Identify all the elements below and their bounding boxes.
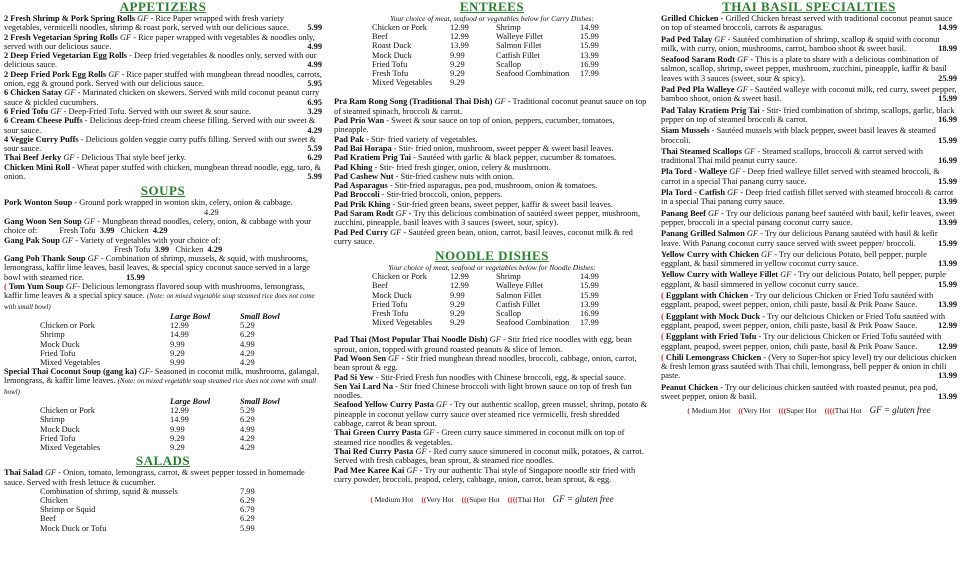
tom-yum-table: Large Bowl Small Bowl Chicken or Pork 12.99 5.29 Shrimp 14.99 6.29 Mock Duck 9.99 4.99 Fried Tofu 9.29 4.29 Mixed Vegetables 9.99 4.29 <box>40 311 280 367</box>
item-name: Pad Pak <box>334 134 365 144</box>
menu-item <box>661 353 957 381</box>
item-desc: - Stir-fried asparagus, pea pod, mushroom, onion & tomatoes. <box>389 181 598 191</box>
item-name: Yellow Curry with Chicken <box>661 249 759 259</box>
gf-tag: GF <box>436 400 448 410</box>
item-desc: - Steamed scallops, broccoli & carrot served with traditional Thai mild peanut curry sauce. <box>661 146 923 166</box>
menu-item <box>661 85 957 104</box>
price-row: Mock Duck or Tofu 5.99 <box>40 523 255 533</box>
item-name: 2 Deep Fried Vegetarian Egg Rolls <box>4 51 128 61</box>
item-desc: - Deep-Fried Tofu. Served with our sweet & sour sauce. <box>63 106 251 116</box>
item-price: 13.99 <box>938 259 957 269</box>
item-name: Pad Broccoli <box>334 190 380 200</box>
noodles-list <box>334 335 650 484</box>
choice-row: Roast Duck 13.99 Salmon Fillet 15.99 <box>372 41 599 51</box>
item-name: Pad Mee Karee Kai <box>334 465 405 475</box>
menu-item <box>334 335 650 354</box>
item-desc: - Red curry sauce simmered in coconut milk, potatoes, & carrot. Served with fresh cabbages, bean sprout, & steamed rice noodles. <box>334 446 644 466</box>
item-name: Pad Woon Sen <box>334 353 386 363</box>
choice-row: Beef 12.99 Walleye Fillet 15.99 <box>372 32 599 42</box>
item-name: Pad Si Yew <box>334 372 374 382</box>
column-right <box>661 0 957 580</box>
choice-row: Mixed Vegetables 9.29 <box>372 78 465 88</box>
menu-item <box>4 116 322 135</box>
item-desc: - Sautéed with garlic & black pepper, cucumber & tomatoes. <box>413 153 617 163</box>
item-name: Pad Khing <box>334 162 373 172</box>
legend-super: (((Super Hot <box>778 405 817 415</box>
item-desc: - Rice Paper wrapped with fresh variety vegetables, vermicelli noodles, shrimp & roast pork, served with our delicious sauce. <box>4 14 289 33</box>
choice-row: Beef 12.99 Walleye Fillet 15.99 <box>372 281 599 291</box>
menu-item <box>334 228 650 247</box>
menu-item <box>4 51 322 70</box>
price-row: Beef 6.29 <box>40 514 255 524</box>
item-price: 4.99 <box>307 60 322 70</box>
menu-item <box>661 312 957 331</box>
item-price: 13.99 <box>938 391 957 401</box>
gf-tag: GF <box>761 249 773 259</box>
basil-title: THAI BASIL SPECIALTIES <box>722 0 896 14</box>
menu-item <box>334 135 650 144</box>
gf-tag: GF <box>423 428 435 438</box>
item-name: Thai Beef Jerky <box>4 153 62 163</box>
item-desc: - Rice paper wrapped with vegetables & noodles only, served with our delicious sauce. <box>4 32 315 51</box>
pepper-icon: ( <box>661 332 664 342</box>
item-desc: - Stir- fried onion, mushroom, sweet pepper & sweet basil leaves. <box>393 143 614 153</box>
gf-tag: GF <box>780 270 792 280</box>
item-price: 12.99 <box>938 341 957 351</box>
soups-title: SOUPS <box>140 183 186 199</box>
item-price: 14.99 <box>938 23 957 33</box>
item-name: Thai Steamed Scallops <box>661 146 742 156</box>
item-price: 13.99 <box>938 197 957 207</box>
item-desc: - Marinated chicken on skewers. Served with mild coconut peanut curry sauce & pickled cucumbers. <box>4 88 320 107</box>
item-name: 2 Deep Fried Pork Egg Rolls <box>4 69 107 79</box>
item-name: Pla Tord - Walleye <box>661 167 728 177</box>
menu-item <box>661 167 957 186</box>
item-name: Panang Grilled Salmon <box>661 229 745 239</box>
menu-item <box>661 35 957 54</box>
item-name: Pad Saram Rodt <box>334 208 394 218</box>
menu-item <box>4 153 322 162</box>
gf-tag: GF <box>744 146 756 156</box>
item-name: Siam Mussels <box>661 126 710 136</box>
item-desc: - (Very to Super-hot spicy level) try our delicious chicken & fresh lemon grass sautéed with Thai chili, lemongrass, bell pepper & onion in chili paste. <box>661 352 957 381</box>
item-name: Pad Kratiem Prig Tai <box>334 153 411 163</box>
item-desc: - Delicious Thai style beef jerky. <box>76 153 187 163</box>
item-price: 6.95 <box>307 97 322 107</box>
gf-tag: GF <box>390 227 402 237</box>
item-price: 3.29 <box>307 106 322 116</box>
menu-item <box>334 181 650 190</box>
legend-very: ((Very Hot <box>421 494 454 504</box>
entrees-note: Your choice of meat, seafood or vegetables below for Curry Dishes: <box>390 14 594 23</box>
menu-item <box>661 291 957 310</box>
item-desc: - Stir fried Chinese broccoli with light brown sauce on top of fresh fun noodles. <box>334 381 632 401</box>
item-price: 5.59 <box>307 144 322 154</box>
item-name: Yellow Curry with Walleye Fillet <box>661 270 779 280</box>
menu-item <box>661 126 957 145</box>
item-name: Pla Tord - Catfish <box>661 188 725 198</box>
gf-tag: GF <box>714 34 726 44</box>
menu-item <box>334 428 650 447</box>
item-desc: - Sautéed walleye with coconut milk, red curry, sweet pepper, bamboo shoot, onion & sweet basil. <box>661 85 957 104</box>
price-row: Shrimp 14.99 6.29 <box>40 330 255 340</box>
menu-item <box>334 97 650 116</box>
gf-tag: GF <box>708 208 720 218</box>
gf-tag: GF <box>406 465 418 475</box>
item-desc: - Try our authentic Thai style of Singapore noodle stir fried with curry powder, broccoli, peapod, celery, cabbage, onion, carrot, bean sprout, & egg. <box>334 465 636 484</box>
gf-tag: GF <box>63 153 75 163</box>
legend <box>334 494 650 504</box>
gf-tag: GF <box>119 32 132 42</box>
menu-item <box>334 466 650 485</box>
item-desc: - Sautéed green bean, onion, carrot, basil leaves, coconut milk & red curry sauce. <box>334 227 633 246</box>
item-desc: - Sautéed mussels with black pepper, sweet basil leaves & steamed broccoli. <box>661 126 936 145</box>
menu-item <box>334 144 650 153</box>
item-desc: - Try our delicious Potato, bell pepper, purple eggplant, & basil simmered in yellow coconut curry sauce. <box>661 249 927 269</box>
item-price: 13.99 <box>938 371 957 381</box>
item-name: Seafood Saram Rodt <box>661 55 735 65</box>
item-desc: - Try our delicious chicken sautéed with roasted peanut, pea pod, sweet pepper, onion & basil. <box>661 382 938 401</box>
item-name: Thai Green Curry Pasta <box>334 428 422 438</box>
menu-item <box>334 354 650 373</box>
menu-item <box>661 188 957 207</box>
gf-tag: GF <box>737 55 749 65</box>
menu-item <box>661 14 957 33</box>
entrees-title: ENTREES <box>459 0 525 14</box>
item-desc: - Stir-Fried Fresh fun noodles with Chinese broccoli, egg, & special sauce. <box>375 372 626 382</box>
item-desc: - Stir fried mungbean thread noodles, broccoli, cabbage, onion, carrot, bean sprout & egg. <box>334 353 637 373</box>
gf-tag: GF <box>489 335 501 345</box>
item-desc: - Rice paper stuffed with mungbean thread noodles, carrots, onion, egg & ground pork. Served with our delicious sauce. <box>4 69 322 89</box>
choice-row: Mock Duck 9.99 Catfish Fillet 13.99 <box>372 50 599 60</box>
item-desc: - Wheat paper stuffed with chicken, mungbean thread noodle, egg, taro, & onion. <box>4 162 321 182</box>
legend-very: ((Very Hot <box>738 405 771 415</box>
menu-item <box>334 190 650 199</box>
choice-row: Chicken or Pork 12.99 Shrimp 14.99 <box>372 272 599 282</box>
item-desc: - Deep fried catfish fillet served with steamed broccoli & carrot in a special Thai panang curry sauce. <box>661 188 954 207</box>
item-desc: - Delicious deep-fried cream cheese filling. Served with our sweet & sour sauce. <box>4 116 316 135</box>
item-price: 5.95 <box>307 79 322 89</box>
item-name: Pra Ram Rong Song (Traditional Thai Dish) <box>334 97 493 107</box>
item-name: 6 Chicken Satay <box>4 88 63 98</box>
item-name: Grilled Chicken <box>661 14 719 23</box>
noodles-note: Your choice of meat, seafood or vegetables below for Noodle Dishes: <box>388 263 596 273</box>
item-price: 15.99 <box>938 94 957 104</box>
legend-thai: ((((Thai Hot <box>824 405 862 415</box>
item-desc: - Stir- fried variety of vegetables. <box>366 134 478 144</box>
menu-item <box>334 116 650 135</box>
choice-row: Mixed Vegetables 9.29 Seafood Combination 17.99 <box>372 318 599 328</box>
soup-item: Pork Wonton Soup - Ground pork wrapped in wonton skin, celery, onion & cabbage. 4.29 <box>4 198 293 217</box>
menu-item <box>334 373 650 382</box>
menu-item <box>661 332 957 351</box>
item-name: Seafood Yellow Curry Pasta <box>334 400 434 410</box>
basil-list <box>661 14 957 401</box>
item-desc: - Try our authentic scallop, green mussel, shrimp, potato & pineapple in coconut yellow curry sauce over steamed rice vermicelli, fresh shredded cabbage, carrot & bean sprout. <box>334 400 648 429</box>
item-desc: - Try our delicious Chicken or Fried Tofu sautéed with eggplant, peapod, sweet pepper, onion, chili paste, basil & Prik Poaw Sauce. <box>661 311 946 330</box>
item-price: 12.99 <box>938 320 957 330</box>
item-price: 13.99 <box>938 300 957 310</box>
item-price: 4.99 <box>307 41 322 51</box>
soup-item: Special Thai Coconut Soup (gang ka) GF- Seasoned in coconut milk, mushrooms, galangal, lemongrass, & kaffir lime leaves. (Note: on mixed vegetable soup steamed rice does not come with small bowl) <box>4 367 320 396</box>
item-desc: - Stir- fried combination of shrimp, scallops, garlic, black pepper on top of steamed broccoli & carrot. <box>661 105 955 124</box>
price-row: Mock Duck 9.99 4.99 <box>40 339 255 349</box>
item-name: Eggplant with Mock Duck <box>665 311 761 321</box>
menu-item <box>4 88 322 107</box>
item-price: 16.99 <box>938 114 957 124</box>
item-desc: - Sweet & sour sauce on top of onion, peppers, cucumber, tomatoes, pineapple. <box>334 116 615 135</box>
legend-thai: ((((Thai Hot <box>507 494 545 504</box>
choice-row: Fresh Tofu 9.29 Seafood Combination 17.99 <box>372 69 599 79</box>
item-name: Sen Yai Lard Na <box>334 381 394 391</box>
entrees-choice-table <box>372 23 599 87</box>
entrees-list <box>334 97 650 246</box>
column-left <box>4 0 322 580</box>
item-name: Chicken Mini Roll <box>4 162 71 172</box>
item-desc: - Deep fried walleye fillet served with steamed broccoli, & carrot in a special Thai panang curry sauce. <box>661 167 940 186</box>
item-price: 13.99 <box>938 217 957 227</box>
menu-item <box>661 106 957 125</box>
item-name: Peanut Chicken <box>661 382 719 392</box>
item-price: 5.99 <box>307 172 322 182</box>
legend-medium: ( Medium Hot <box>687 405 731 415</box>
legend-gf: GF = gluten free <box>869 405 931 416</box>
item-name: Pad Prio Wan <box>334 116 385 126</box>
item-name: Eggplant with Fried Tofu <box>665 332 757 342</box>
salads-title: SALADS <box>135 453 191 469</box>
price-row: Fried Tofu 9.29 4.29 <box>40 348 255 358</box>
menu-item <box>334 400 650 428</box>
item-desc: - Stir-fried broccoli, onion, peppers. <box>381 190 503 200</box>
item-desc: - Try our delicious Potato, bell pepper, purple eggplant, & basil simmered in yellow coconut curry sauce. <box>661 270 946 289</box>
item-name: Pad Prik Khing <box>334 199 391 209</box>
price-row: Mock Duck 9.99 4.99 <box>40 424 255 434</box>
price-row: Shrimp 14.99 6.29 <box>40 415 255 425</box>
item-name: Pad Ped Talay <box>661 34 713 44</box>
menu-item <box>4 107 322 116</box>
salad-table <box>40 487 255 533</box>
pepper-icon: ( <box>661 311 664 321</box>
item-name: 6 Cream Cheese Puffs <box>4 116 83 126</box>
item-name: 6 Fried Tofu <box>4 106 49 116</box>
menu-item <box>334 200 650 209</box>
menu-item <box>334 153 650 162</box>
legend <box>661 405 957 415</box>
pepper-icon: ( <box>661 291 664 301</box>
gf-tag: GF <box>395 208 407 218</box>
item-name: 2 Fresh Shrimp & Pork Spring Rolls <box>4 14 136 23</box>
price-row: Chicken 6.29 <box>40 496 255 506</box>
price-row: Fried Tofu 9.29 4.29 <box>40 433 255 443</box>
price-row: Chicken or Pork 12.99 5.29 <box>40 406 255 416</box>
legend-medium: ( Medium Hot <box>370 494 414 504</box>
item-price: 15.99 <box>938 238 957 248</box>
menu-item <box>661 55 957 83</box>
item-desc: - Try our delicious Chicken or Fried Tofu sautéed with eggplant, peapod, sweet pepper, onion, chili paste, basil & Prik Poaw Sauce. <box>661 332 942 351</box>
item-name: Pad Thai (Most Popular Thai Noodle Dish) <box>334 335 488 345</box>
item-desc: - Stir- fried fresh ginger, onion, celery & mushroom. <box>374 162 551 172</box>
item-price: 15.99 <box>938 279 957 289</box>
gf-tag: GF <box>64 88 76 98</box>
item-name: Pad Asparagus <box>334 181 388 191</box>
gf-tag: GF <box>50 106 62 116</box>
noodles-title: NOODLE DISHES <box>435 248 549 264</box>
item-name: Panang Beef <box>661 208 706 218</box>
item-price: 15.99 <box>938 176 957 186</box>
item-desc: - Stir-fried cashew nuts with onion. <box>395 171 515 181</box>
item-desc: - Green curry sauce simmered in coconut milk on top of steamed rice noodles & vegetables. <box>334 428 625 447</box>
column-middle <box>334 0 650 580</box>
choice-row: Fried Tofu 9.29 Scallop 16.99 <box>372 59 599 69</box>
item-price: 25.99 <box>938 73 957 83</box>
choice-row: Fresh Tofu 9.29 Scallop 16.99 <box>372 308 599 318</box>
price-row: Combination of shrimp, squid & mussels 7.99 <box>40 486 255 496</box>
appetizers-title: APPETIZERS <box>119 0 207 14</box>
menu-item <box>334 163 650 172</box>
menu-item <box>661 270 957 289</box>
item-desc: - Try our delicious panang beef sautéed with basil, kefir leaves, sweet pepper, broccoli in a special panang coconut curry sauce. <box>661 208 955 227</box>
item-price: 15.99 <box>938 135 957 145</box>
price-row: Shrimp or Squid 6.79 <box>40 505 255 515</box>
item-desc: - Deep fried vegetables & noodles only, served with our delicious sauce. <box>4 51 317 70</box>
item-price: 16.99 <box>938 156 957 166</box>
soup-item: Gang Pak Soup GF - Variety of vegetables with your choice of: Fresh Tofu 3.99 Chicken 4.29 <box>4 235 223 254</box>
choice-row: Fried Tofu 9.29 Catfish Fillet 13.99 <box>372 299 599 309</box>
item-desc: - Grilled Chicken breast served with traditional coconut peanut sauce on top of steamed broccoli, carrots & asparagus. <box>661 14 953 33</box>
pepper-icon: ( <box>661 352 664 362</box>
choice-row: Mock Duck 9.99 Salmon Fillet 15.99 <box>372 290 599 300</box>
menu-item <box>334 209 650 228</box>
item-desc: - Try this delicious combination of sautéed sweet pepper, mushroom, zucchini, pineapple, basil leaves with 3 sauces (sweet, sour, spicy). <box>334 208 641 228</box>
item-desc: - Stir-fried green beans, sweet pepper, kaffir & sweet basil leaves. <box>392 199 613 209</box>
gf-tag: GF <box>736 85 748 95</box>
appetizers-list <box>4 14 322 181</box>
item-desc: - Delicious golden veggie curry puffs filling. Served with our sweet & sour sauce. <box>4 134 316 154</box>
menu-item <box>4 135 322 154</box>
menu-item <box>661 250 957 269</box>
item-name: Eggplant with Chicken <box>665 291 749 301</box>
item-desc: - Try our delicious Chicken or Fried Tofu sautéed with eggplant, peapod, sweet pepper, onion, chili paste, basil & Prik Poaw Sauce. <box>661 291 934 310</box>
menu-item <box>4 14 322 33</box>
special-soup-table: Large Bowl Small Bowl Chicken or Pork 12.99 5.29 Shrimp 14.99 6.29 Mock Duck 9.99 4.99 Fried Tofu 9.29 4.29 Mixed Vegetables 9.29 4.29 <box>40 397 280 453</box>
menu-item <box>334 382 650 401</box>
item-name: Thai Red Curry Pasta <box>334 446 414 456</box>
item-desc: - Stir fried rice noodles with egg, bean sprout, onion, topped with ground roasted peanuts & slice of lemon. <box>334 335 632 354</box>
item-name: Pad Ped Curry <box>334 227 388 237</box>
menu-item <box>661 209 957 228</box>
price-row: Mixed Vegetables 9.99 4.29 <box>40 357 255 367</box>
price-row: Mixed Vegetables 9.29 4.29 <box>40 443 255 453</box>
legend-super: (((Super Hot <box>461 494 500 504</box>
menu-item <box>4 33 322 52</box>
item-name: Pad Talay Kratiem Prig Tai <box>661 105 760 115</box>
price-row: Chicken or Pork 12.99 5.29 <box>40 321 255 331</box>
gf-tag: GF <box>137 14 149 23</box>
noodles-choice-table <box>372 272 599 327</box>
gf-tag: GF <box>729 167 741 177</box>
item-name: Pad Ped Pla Walleye <box>661 85 735 95</box>
menu-item <box>334 172 650 181</box>
menu-item <box>4 70 322 89</box>
item-desc: - Try our delicious Panang sautéed with basil & kefir leave. With Panang coconut curry sauce served with sweet pepper/ broccoli. <box>661 229 938 248</box>
item-desc: - Traditional coconut peanut sauce on top of steamed spinach, broccoli & carrot. <box>334 97 647 116</box>
soup-item: Gang Woon Sen Soup GF - Mungbean thread noodles, celery, onion, & cabbage with your choice of: Fresh Tofu 3.99 Chicken 4.29 <box>4 216 312 236</box>
item-name: Pad Cashew Nut <box>334 171 394 181</box>
soup-item: ( Tom Yum Soup GF- Delicious lemongrass flavored soup with mushrooms, lemongrass, kaffir lime leaves & a special spicy sauce. (Note: on mixed vegetable soup steamed rice does not come with small bowl) <box>4 282 315 311</box>
item-desc: - This is a plate to share with a delicious combination of salmon, scallop, shrimp, sweet pepper, mushroom, zucchini, pineapple, kaffir & basil leaves with 3 sauces (sweet, sour & spicy). <box>661 55 947 83</box>
item-name: 2 Fresh Vegetarian Spring Rolls <box>4 32 118 42</box>
salad-item: Thai Salad GF - Onion, tomato, lemongrass, carrot, & sweet pepper tossed in homemade sauce. Served with fresh lettuce & cucumber. <box>4 468 305 487</box>
menu-item <box>661 229 957 248</box>
gf-tag: GF <box>108 69 120 79</box>
gf-tag: GF <box>388 353 400 363</box>
menu-item <box>661 383 957 402</box>
item-name: Pad Bai Horapa <box>334 143 392 153</box>
gf-tag: GF <box>746 229 759 239</box>
item-price: 4.29 <box>307 125 322 135</box>
item-name: Chili Lemongrass Chicken <box>665 352 762 362</box>
item-price: 5.99 <box>307 23 322 33</box>
choice-row: Chicken or Pork 12.99 Shrimp 14.99 <box>372 23 599 32</box>
item-name: 4 Veggie Curry Puffs <box>4 134 79 144</box>
item-desc: - Sautéed combination of shrimp, scallop & squid with coconut milk, with curry, onion, mushrooms, carrot, bamboo shoot & sweet basil. <box>661 34 940 53</box>
menu-item <box>661 147 957 166</box>
gf-tag: GF <box>415 446 427 456</box>
item-price: 18.99 <box>938 43 957 53</box>
soup-item: Gang Poh Thank Soup GF - Combination of shrimp, mussels, & squid, with mushrooms, lemongrass, kaffir lime leaves, basil leaves, & special spicy coconut sauce served in a large bowl with steamed rice. 15.99 <box>4 254 310 282</box>
menu-item <box>4 163 322 182</box>
legend-gf: GF = gluten free <box>552 494 614 505</box>
item-price: 6.29 <box>307 153 322 163</box>
gf-tag: GF <box>494 97 506 107</box>
gf-tag: GF <box>727 188 739 198</box>
menu-item <box>334 447 650 466</box>
